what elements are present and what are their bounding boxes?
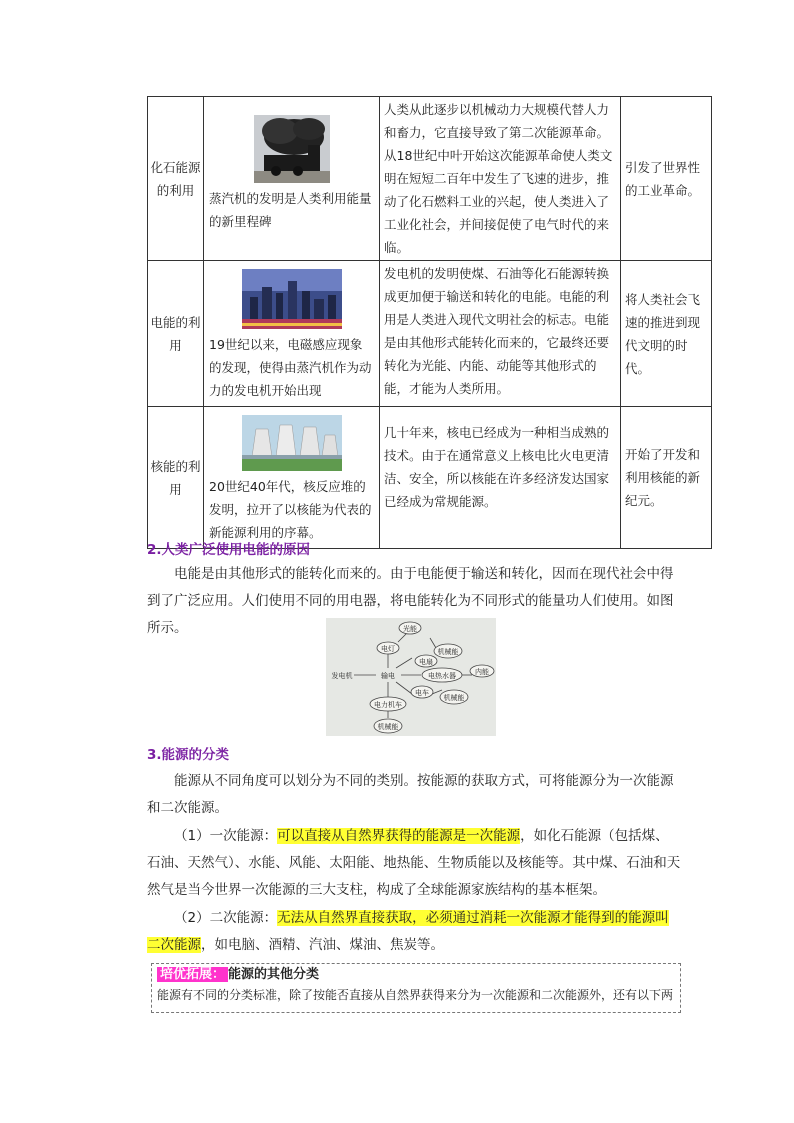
row-image-cell <box>204 407 380 549</box>
nuclear-plant-image <box>242 415 342 471</box>
row-description: 几十年来，核电已经成为一种相当成熟的技术。由于在通常意义上核电比火电更清洁、安全，所以核能在许多经济发达国家已经成为常规能源。 <box>380 407 621 549</box>
row-effect: 引发了世界性的工业革命。 <box>621 97 712 261</box>
table-row <box>148 97 712 261</box>
diagram-node: 机械能 <box>443 694 465 702</box>
diagram-node: 电车 <box>415 689 429 697</box>
diagram-node: 光能 <box>403 625 417 633</box>
table-row <box>148 407 712 549</box>
paragraph: 电能是由其他形式的能转化而来的。由于电能便于输送和转化，因而在现代社会中得到了广泛应用。人们使用不同的用电器，将电能转化为不同形式的能量功人们使用。如图所示。 <box>147 566 674 636</box>
highlighted-definition: 无法从自然界直接获取，必须通过消耗一次能源才能得到的能源叫二次能源 <box>147 910 669 953</box>
row-caption: 20世纪40年代，核反应堆的发明，拉开了以核能为代表的新能源利用的序幕。 <box>209 479 372 540</box>
city-skyline-image <box>242 269 342 329</box>
diagram-node: 电灯 <box>381 645 395 653</box>
row-description: 发电机的发明使煤、石油等化石能源转换成更加便于输送和转化的电能。电能的利用是人类进入现代文明社会的标志。电能是由其他形式能转化而来的，它最终还要转化为光能、内能、动能等其他形式的能，才能为人类所用。 <box>380 261 621 407</box>
highlighted-definition: 可以直接从自然界获得的能源是一次能源 <box>277 828 521 844</box>
diagram-node: 机械能 <box>377 723 399 731</box>
secondary-energy-paragraph <box>147 905 682 959</box>
row-image-cell <box>204 97 380 261</box>
section-heading: 2.人类广泛使用电能的原因 <box>147 542 311 558</box>
extension-title: 能源的其他分类 <box>228 967 320 982</box>
term-prefix: （1）一次能源： <box>174 828 278 844</box>
row-title: 化石能源的利用 <box>148 97 204 261</box>
row-caption: 19世纪以来，电磁感应现象的发现，使得由蒸汽机作为动力的发电机开始出现 <box>209 337 372 398</box>
row-caption: 蒸汽机的发明是人类利用能量的新里程碑 <box>209 191 372 229</box>
diagram-node: 电力机车 <box>374 701 402 709</box>
diagram-center-label: 输电 <box>381 672 395 680</box>
diagram-node: 电扇 <box>419 658 433 666</box>
term-prefix: （2）二次能源： <box>174 910 278 926</box>
section-heading: 3.能源的分类 <box>147 747 230 763</box>
energy-history-table <box>147 96 712 549</box>
row-effect: 开始了开发和利用核能的新纪元。 <box>621 407 712 549</box>
diagram-node: 内能 <box>475 668 489 676</box>
table-row <box>148 261 712 407</box>
extension-box <box>151 963 681 1013</box>
extension-tag: 培优拓展： <box>157 967 228 982</box>
paragraph-text: ，如电脑、酒精、汽油、煤油、焦炭等。 <box>201 937 444 953</box>
extension-text: 能源有不同的分类标准，除了按能否直接从自然界获得来分为一次能源和二次能源外，还有以下两 <box>157 988 674 1002</box>
primary-energy-paragraph <box>147 823 682 904</box>
diagram-node: 电热水器 <box>428 672 456 680</box>
row-title: 电能的利用 <box>148 261 204 407</box>
paragraph: 能源从不同角度可以划分为不同的类别。按能源的获取方式，可将能源分为一次能源和二次能源。 <box>147 773 674 816</box>
row-description: 人类从此逐步以机械动力大规模代替人力和畜力，它直接导致了第二次能源革命。从18世纪中叶开始这次能源革命使人类文明在短短二百年中发生了飞速的进步，推动了化石燃料工业的兴起，使人类进入了工业化社会，并间接促使了电气时代的来临。 <box>380 97 621 261</box>
row-effect: 将人类社会飞速的推进到现代文明的时代。 <box>621 261 712 407</box>
row-title: 核能的利用 <box>148 407 204 549</box>
steam-locomotive-image <box>254 115 330 183</box>
energy-conversion-diagram <box>326 618 496 736</box>
row-image-cell <box>204 261 380 407</box>
diagram-node: 机械能 <box>437 648 459 656</box>
extension-title-line <box>157 966 675 984</box>
paragraph-text: ，如化石能源（包括煤、石油、天然气）、水能、风能、太阳能、地热能、生物质能以及核能等。其中煤、石油和天然气是当今世界一次能源的三大支柱，构成了全球能源家族结构的基本框架。 <box>147 828 681 898</box>
diagram-source-label: 发电机 <box>331 672 353 680</box>
